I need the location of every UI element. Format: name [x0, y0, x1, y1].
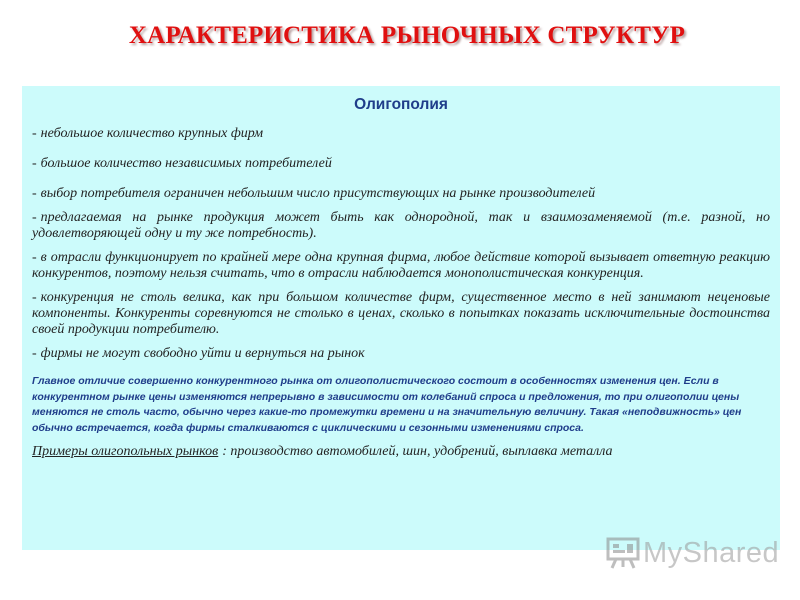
- examples-label: Примеры олигопольных рынков: [32, 444, 219, 459]
- list-item: [32, 126, 770, 142]
- presentation-board-icon: [606, 536, 640, 570]
- list-item: [32, 186, 770, 202]
- list-dash: -: [32, 290, 37, 305]
- list-item-text: выбор потребителя ограничен небольшим число присутствующих на рынке производителей: [40, 186, 596, 201]
- list-dash: -: [32, 346, 37, 361]
- list-dash: -: [32, 210, 37, 225]
- examples-line: [32, 444, 770, 460]
- list-item-text: конкуренция не столь велика, как при большом количестве фирм, существенное место в ней занимают неценовые компоненты. Конкуренты соревнуются не столько в ценах, сколько в попытках показать исключительные достоинства своей продукции потребителю.: [32, 290, 770, 337]
- list-dash: -: [32, 186, 37, 201]
- list-item: [32, 346, 770, 362]
- list-dash: -: [32, 250, 37, 265]
- list-item-text: фирмы не могут свободно уйти и вернуться на рынок: [40, 346, 365, 361]
- list-item: [32, 250, 770, 282]
- list-item: [32, 210, 770, 242]
- list-item-text: предлагаемая на рынке продукция может быть как однородной, так и взаимозаменяемой (т.е. разной, но удовлетворяющей одну и ту же потребность).: [32, 210, 770, 241]
- section-heading: Олигополия: [354, 96, 448, 113]
- summary-paragraph: Главное отличие совершенно конкурентного рынка от олигополистического состоит в особенностях изменения цен. Если в конкурентном рынке цены изменяются непрерывно в зависимости от колебаний спроса и предложения, то при олигополии цены меняются не столь часто, обычно через какие-то промежутки времени и на значительную величину. Такая «неподвижность» цен обычно встречается, когда фирмы сталкиваются с циклическими и сезонными изменениями спроса.: [32, 375, 742, 434]
- list-item-text: большое количество независимых потребителей: [40, 156, 332, 171]
- list-dash: -: [32, 156, 37, 171]
- list-dash: -: [32, 126, 37, 141]
- list-item-text: в отрасли функционирует по крайней мере одна крупная фирма, любое действие которой вызывает ответную реакцию конкурентов, поэтому нельзя считать, что в отрасли наблюдается монополистическая конкуренция.: [32, 250, 770, 281]
- watermark: [606, 536, 779, 570]
- slide-title: ХАРАКТЕРИСТИКА РЫНОЧНЫХ СТРУКТУР: [128, 22, 686, 49]
- list-item: [32, 156, 770, 172]
- content-panel: [22, 86, 780, 550]
- list-item: [32, 290, 770, 338]
- list-item-text: небольшое количество крупных фирм: [40, 126, 264, 141]
- watermark-text: MyShared: [643, 536, 780, 569]
- examples-text: : производство автомобилей, шин, удобрений, выплавка металла: [222, 444, 613, 459]
